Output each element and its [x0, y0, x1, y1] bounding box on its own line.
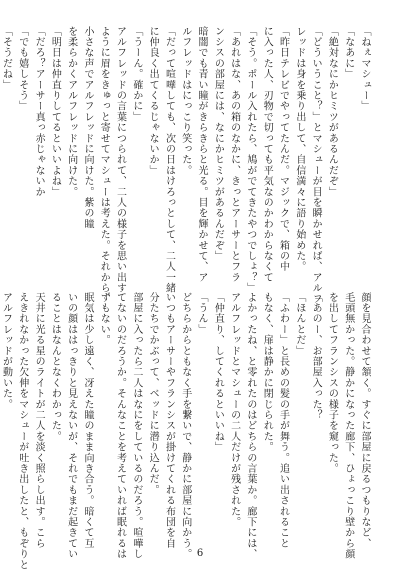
text-line: ように眉をきゅっと寄せてマシューは考えた。それから、: [98, 26, 110, 305]
text-line: 眠気は少し遠く、冴えた瞳のまま向き合う。暗くて互: [81, 292, 93, 549]
text-line: いつもアーサーやフランシスが掛けてくれる布団を自: [163, 292, 175, 549]
text-line: アルフレッドが動いた。: [0, 292, 12, 410]
text-line: ずもない。: [98, 292, 110, 346]
text-line: 天井に光る星のライトが二人を淡く照らし出す。こら: [33, 292, 45, 549]
text-line: てないのだろうか。そんなことを考えていれば眠れるは: [114, 292, 126, 560]
text-line: ンシスの部屋には、なにかヒミツがあるんだぞ」: [212, 26, 224, 262]
text-line: 「うん」: [196, 292, 208, 335]
text-line: 「明日は仲直りしてるといいよね」: [49, 26, 61, 198]
text-line: 「だろ？アーサー真っ赤じゃないか: [33, 26, 45, 198]
text-line: 顔を見合わせて頷く。すぐに部屋に戻るつもりなど、: [359, 292, 370, 549]
text-line: 「仲直り、してくれるといいね」: [212, 292, 224, 453]
text-line: 「あれはな、あの箱のなかに、きっとアーサーとフラ: [228, 26, 240, 283]
text-line: 「あのー、お部屋入った？: [310, 292, 322, 421]
text-line: 分たちでかぶって、ベッドに潜り込んだ。: [147, 292, 159, 496]
text-block-upper: [0, 26, 372, 305]
text-line: を柔らかくアルフレッドに向けた。: [65, 26, 77, 198]
text-line: 「ほんとだ」: [293, 292, 305, 357]
text-line: いの顔ははっきりと見えないが、それでもまだ起きてい: [65, 292, 77, 560]
page-number: 6: [196, 548, 204, 559]
text-line: を出してフランシスの様子を窺った。: [326, 292, 338, 474]
text-line: 「なあに」: [342, 26, 354, 80]
text-block-lower: [0, 292, 372, 571]
text-line: 「昨日テレビでやってたんだ。マジックで、箱の中: [277, 26, 289, 273]
text-line: レッドは身を乗り出して、自信満々に語り始めた。: [293, 26, 305, 273]
text-line: 「ふわー」と長めの髪の手が舞う。追い出されること: [277, 292, 289, 549]
text-line: 「だって喧嘩しても、次の日はけろっとして、二人一緒: [163, 26, 175, 294]
text-line: 「そうだね」: [0, 26, 12, 91]
text-line: 「うーん。確かに」: [130, 26, 142, 123]
text-line: もなく、扉は静かに閉じられた。: [261, 292, 273, 453]
text-line: に入った人、刃物で切っても平気なのかわからなくて: [261, 26, 273, 283]
text-line: 「でも嬉しそう」: [16, 26, 28, 112]
text-line: 「どういうこと？」とマシューが目を瞬かせれば、アルフ: [310, 26, 322, 305]
text-line: ルフレッドはにっこり笑った。: [179, 26, 191, 176]
text-line: 小さな声でアルフレッドに向けた。紫の瞳: [81, 26, 93, 230]
text-line: 「絶対なにかヒミツがあるんだぞ」: [326, 26, 338, 198]
text-line: アルフレッドとマシューの二人だけが残された。: [228, 292, 240, 528]
text-line: 毛頭無かった。静かになった廊下、ひょっこり壁から顔: [342, 292, 354, 560]
text-line: どちらからともなく手を繋いで、静かに部屋に向かう。: [179, 292, 191, 560]
text-line: ることはなんとなくわかった。: [49, 292, 61, 442]
text-line: 部屋に入ったら二人はなにをしているのだろう。喧嘩し: [130, 292, 142, 560]
text-line: よかったね、と零れたのはどちらの言葉か。廊下には、: [244, 292, 256, 560]
text-line: 暗闇でも青い瞳がきらきらと光る。目を輝かせて、ア: [196, 26, 208, 283]
text-line: 「ねぇマシュー」: [359, 26, 370, 112]
text-line: アルフレッドの言葉につられて、二人の様子を思い出す: [114, 26, 126, 294]
text-line: えきれなかった欠伸をマシューが吐き出したと、もぞりと: [16, 292, 28, 571]
text-line: 「そう。ポール入れたら、鳩がでてきたやつでしょ？」: [244, 26, 256, 294]
text-line: に仲良く出てくるじゃないか」: [147, 26, 159, 176]
